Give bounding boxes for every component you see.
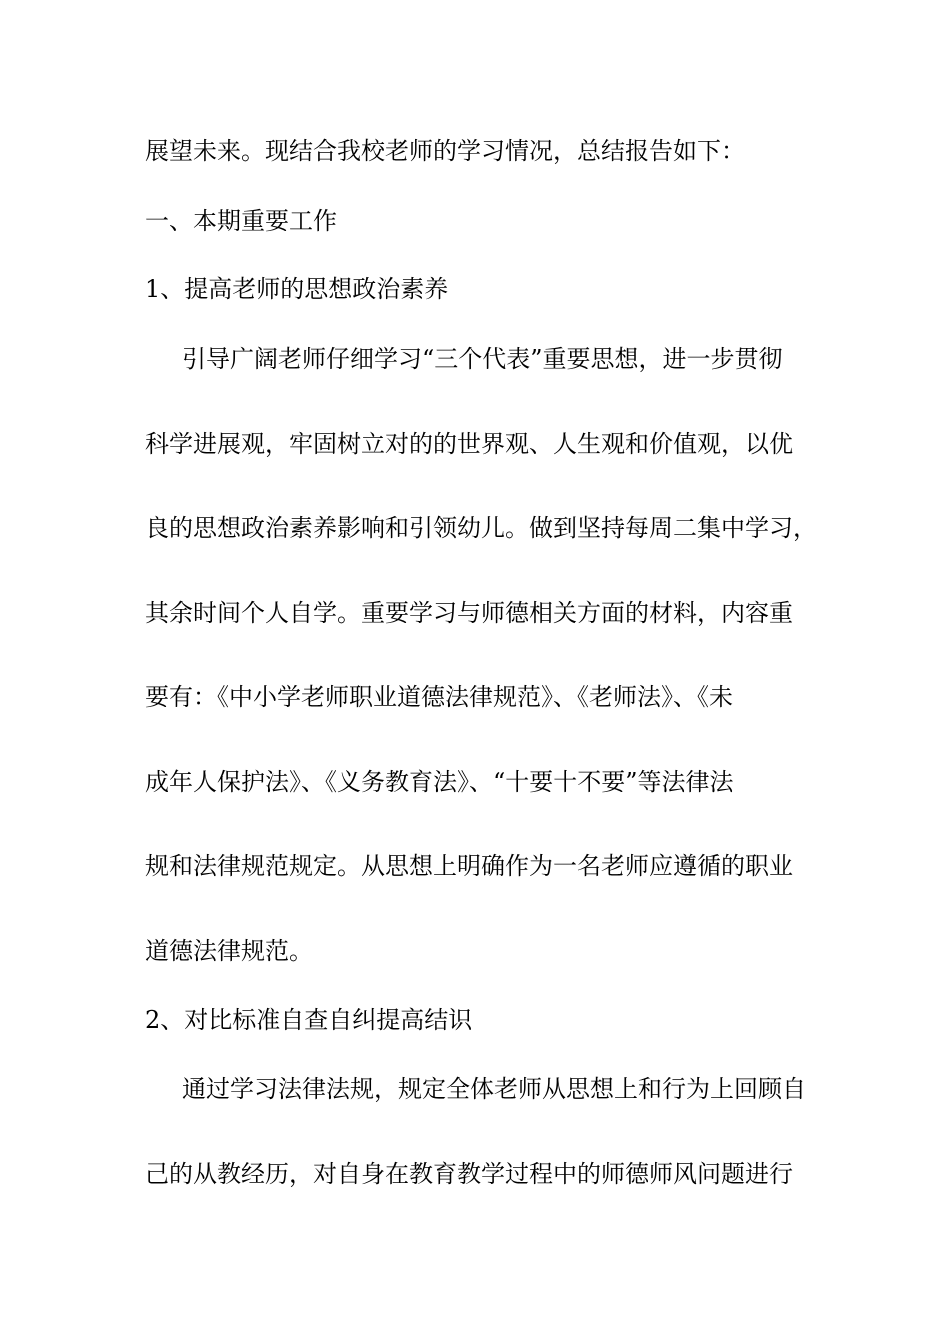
paragraph-1-line-7: 规和法律规范规定。从思想上明确作为一名老师应遵循的职业	[145, 852, 793, 880]
paragraph-1-line-1: 引导广阔老师仔细学习“三个代表”重要思想，进一步贯彻	[182, 345, 783, 373]
intro-line: 展望未来。现结合我校老师的学习情况，总结报告如下：	[145, 137, 745, 165]
paragraph-1-line-5: 要有：《中小学老师职业道德法律规范》、《老师法》、《未	[145, 683, 733, 711]
paragraph-1-line-6: 成年人保护法》、《义务教育法》、“十要十不要”等法律法	[145, 768, 734, 796]
section-heading-1: 一、本期重要工作	[145, 207, 337, 235]
paragraph-1-line-3: 良的思想政治素养影响和引领幼儿。做到坚持每周二集中学习，	[145, 514, 817, 542]
subheading-2: 2、对比标准自查自纠提高结识	[145, 1006, 473, 1034]
paragraph-1-line-4: 其余时间个人自学。重要学习与师德相关方面的材料，内容重	[145, 599, 793, 627]
paragraph-2-line-2: 己的从教经历，对自身在教育教学过程中的师德师风问题进行	[145, 1160, 793, 1188]
paragraph-1-line-8: 道德法律规范。	[145, 937, 313, 965]
paragraph-1-line-2: 科学进展观，牢固树立对的的世界观、人生观和价值观，以优	[145, 430, 793, 458]
paragraph-2-line-1: 通过学习法律法规，规定全体老师从思想上和行为上回顾自	[182, 1075, 806, 1103]
subheading-1: 1、提高老师的思想政治素养	[145, 275, 449, 303]
